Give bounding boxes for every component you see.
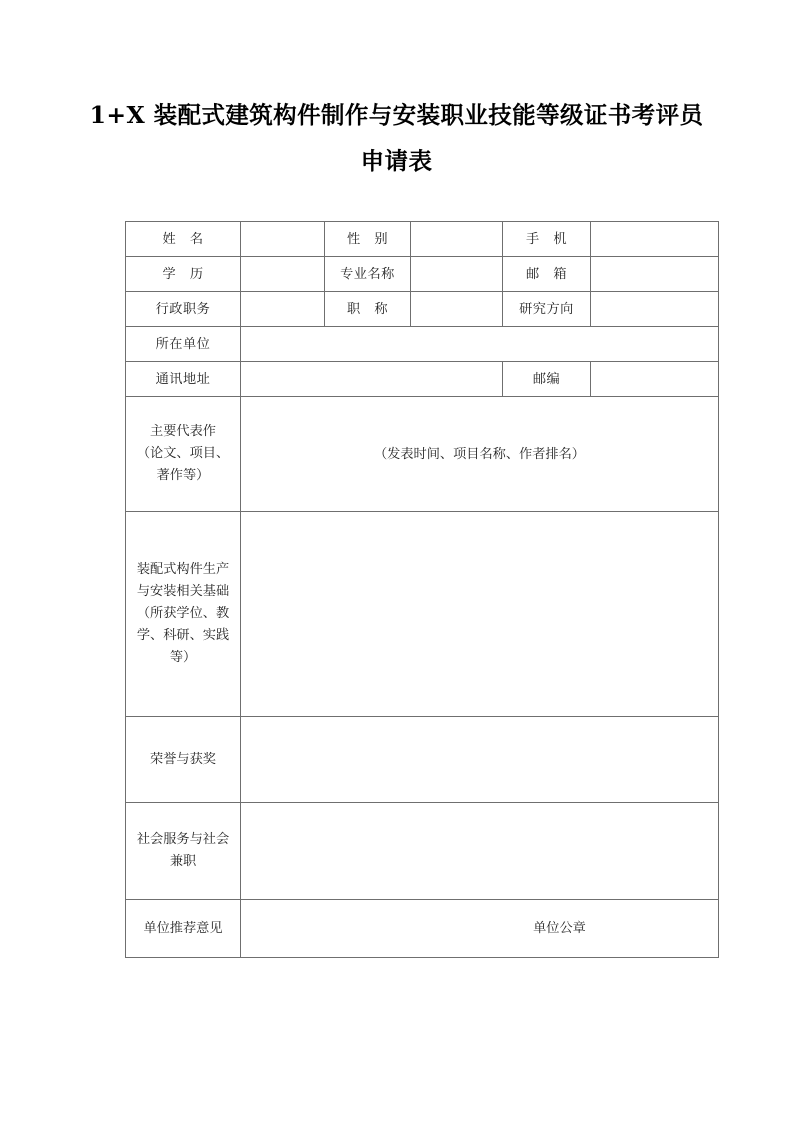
label-gender: 性 别 bbox=[325, 222, 411, 257]
label-background-line-5: 等） bbox=[169, 650, 197, 665]
field-email[interactable] bbox=[591, 257, 719, 292]
applicant-form-table bbox=[125, 221, 719, 958]
field-name[interactable] bbox=[241, 222, 325, 257]
label-publications-line-2: （论文、项目、 bbox=[136, 446, 230, 461]
label-work-unit: 所在单位 bbox=[126, 327, 241, 362]
field-honors[interactable] bbox=[241, 717, 719, 803]
field-professional-title[interactable] bbox=[411, 292, 503, 327]
label-email: 邮 箱 bbox=[503, 257, 591, 292]
table-row bbox=[126, 717, 719, 803]
field-address[interactable] bbox=[241, 362, 503, 397]
label-background-line-4: 学、科研、实践 bbox=[136, 628, 230, 643]
table-row bbox=[126, 362, 719, 397]
field-administrative-post[interactable] bbox=[241, 292, 325, 327]
label-background bbox=[126, 512, 241, 717]
document-title bbox=[0, 92, 793, 184]
field-postcode[interactable] bbox=[591, 362, 719, 397]
table-row bbox=[126, 397, 719, 512]
label-address: 通讯地址 bbox=[126, 362, 241, 397]
table-row bbox=[126, 512, 719, 717]
field-background[interactable] bbox=[241, 512, 719, 717]
table-row bbox=[126, 292, 719, 327]
table-row bbox=[126, 222, 719, 257]
field-research-direction[interactable] bbox=[591, 292, 719, 327]
field-social-service[interactable] bbox=[241, 803, 719, 900]
table-row bbox=[126, 327, 719, 362]
table-row bbox=[126, 257, 719, 292]
label-social-service-line-1: 社会服务与社会 bbox=[136, 832, 230, 847]
label-name: 姓 名 bbox=[126, 222, 241, 257]
label-background-line-3: （所获学位、教 bbox=[136, 606, 230, 621]
label-major: 专业名称 bbox=[325, 257, 411, 292]
label-background-line-1: 装配式构件生产 bbox=[136, 562, 230, 577]
publications-hint: （发表时间、项目名称、作者排名） bbox=[374, 446, 585, 462]
title-line-secondary: 申请表 bbox=[360, 147, 433, 175]
label-education: 学 历 bbox=[126, 257, 241, 292]
label-background-line-2: 与安装相关基础 bbox=[136, 584, 230, 599]
title-line-primary: 1+X 装配式建筑构件制作与安装职业技能等级证书考评员 bbox=[89, 101, 704, 129]
label-mobile: 手 机 bbox=[503, 222, 591, 257]
label-administrative-post: 行政职务 bbox=[126, 292, 241, 327]
label-social-service bbox=[126, 803, 241, 900]
label-publications bbox=[126, 397, 241, 512]
field-gender[interactable] bbox=[411, 222, 503, 257]
field-major[interactable] bbox=[411, 257, 503, 292]
label-publications-line-1: 主要代表作 bbox=[150, 424, 216, 439]
field-education[interactable] bbox=[241, 257, 325, 292]
table-row bbox=[126, 900, 719, 958]
field-publications[interactable] bbox=[241, 397, 719, 512]
field-recommendation[interactable] bbox=[241, 900, 719, 958]
field-mobile[interactable] bbox=[591, 222, 719, 257]
table-row bbox=[126, 803, 719, 900]
label-professional-title: 职 称 bbox=[325, 292, 411, 327]
label-publications-line-3: 著作等） bbox=[156, 468, 210, 483]
official-seal-text: 单位公章 bbox=[533, 921, 586, 936]
label-recommendation: 单位推荐意见 bbox=[126, 900, 241, 958]
label-honors: 荣誉与获奖 bbox=[126, 717, 241, 803]
label-postcode: 邮编 bbox=[503, 362, 591, 397]
field-work-unit[interactable] bbox=[241, 327, 719, 362]
label-social-service-line-2: 兼职 bbox=[169, 854, 197, 869]
label-research-direction: 研究方向 bbox=[503, 292, 591, 327]
